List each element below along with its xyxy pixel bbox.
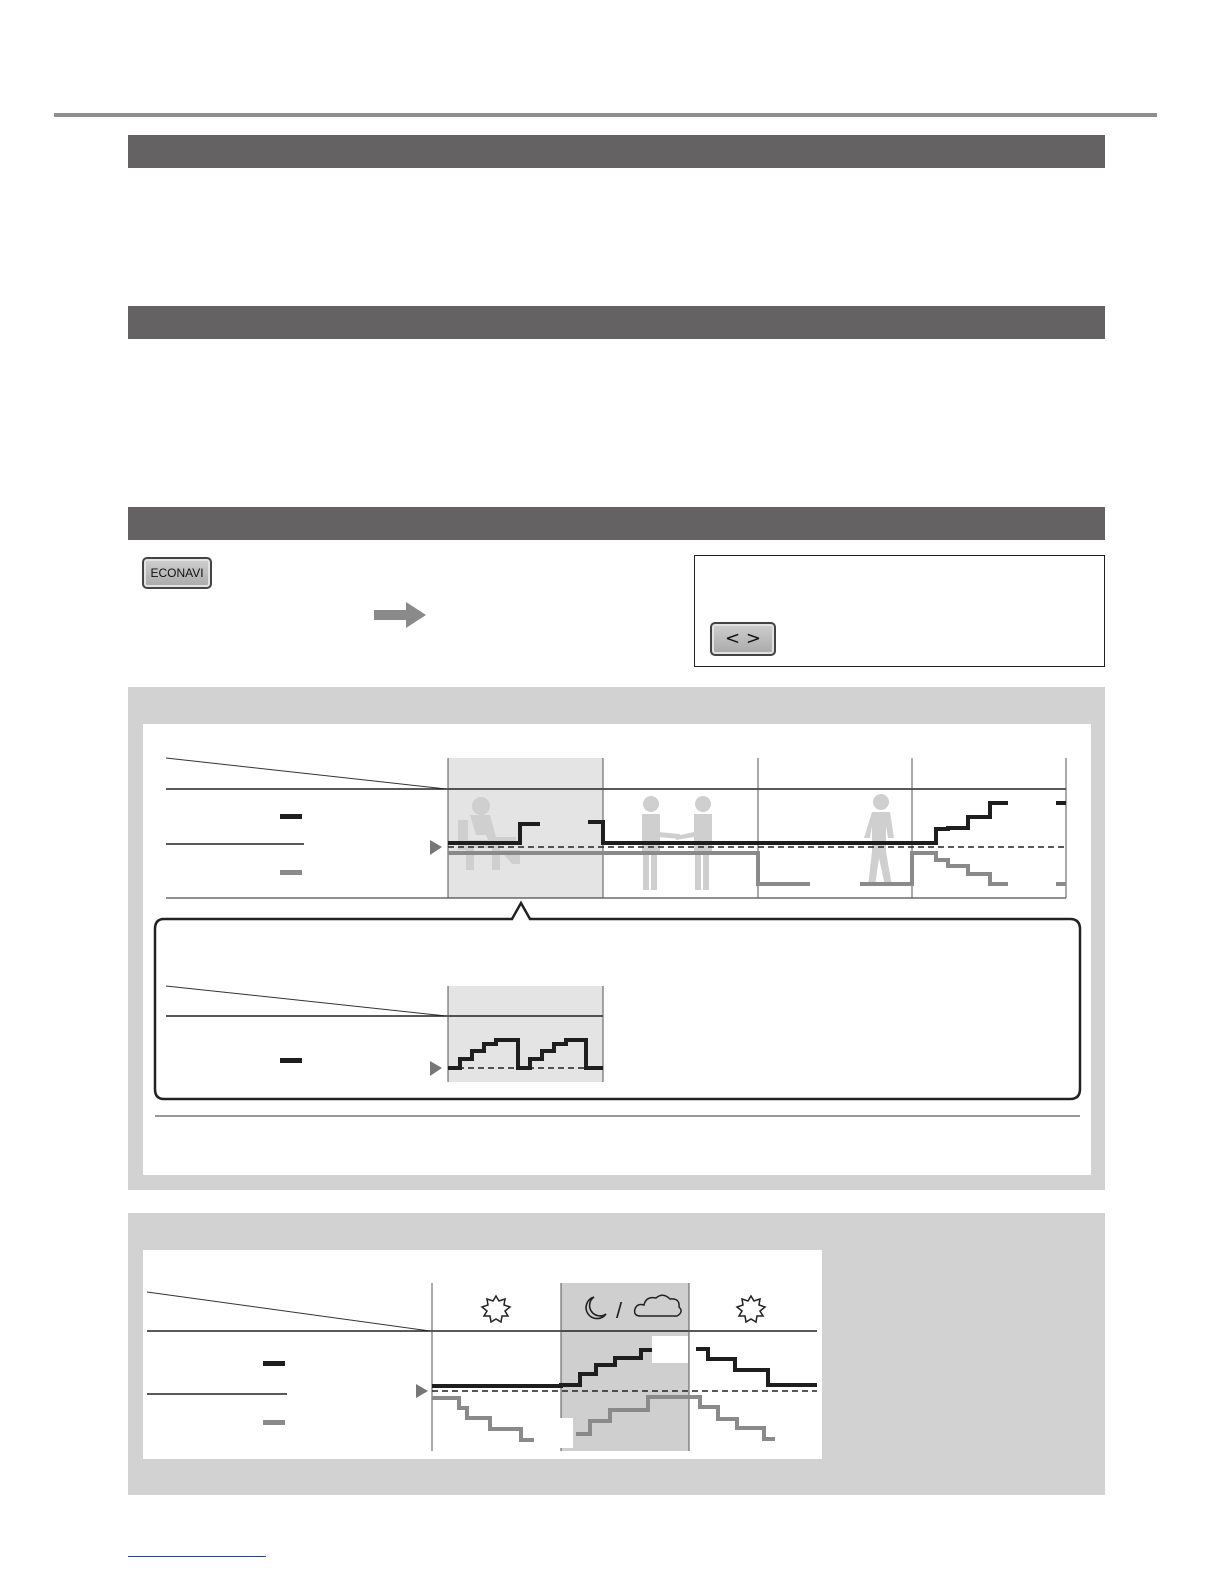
weather-separator: /: [616, 1298, 623, 1323]
legend-dark-line: [280, 814, 302, 819]
activity-diagram: [166, 758, 1066, 898]
econavi-button[interactable]: ECONAVI: [142, 557, 212, 589]
footer-link-underline: [128, 1556, 266, 1557]
weather-diagram: [147, 1283, 817, 1451]
person-walking-icon: [864, 794, 894, 886]
sun-icon: [737, 1296, 765, 1322]
legend-gray-line: [280, 870, 302, 875]
callout-box: [155, 903, 1080, 1099]
highlight-column: [448, 758, 603, 898]
setpoint-marker: [430, 840, 442, 855]
sun-icon: [482, 1296, 510, 1322]
adjust-button[interactable]: < >: [710, 622, 776, 656]
